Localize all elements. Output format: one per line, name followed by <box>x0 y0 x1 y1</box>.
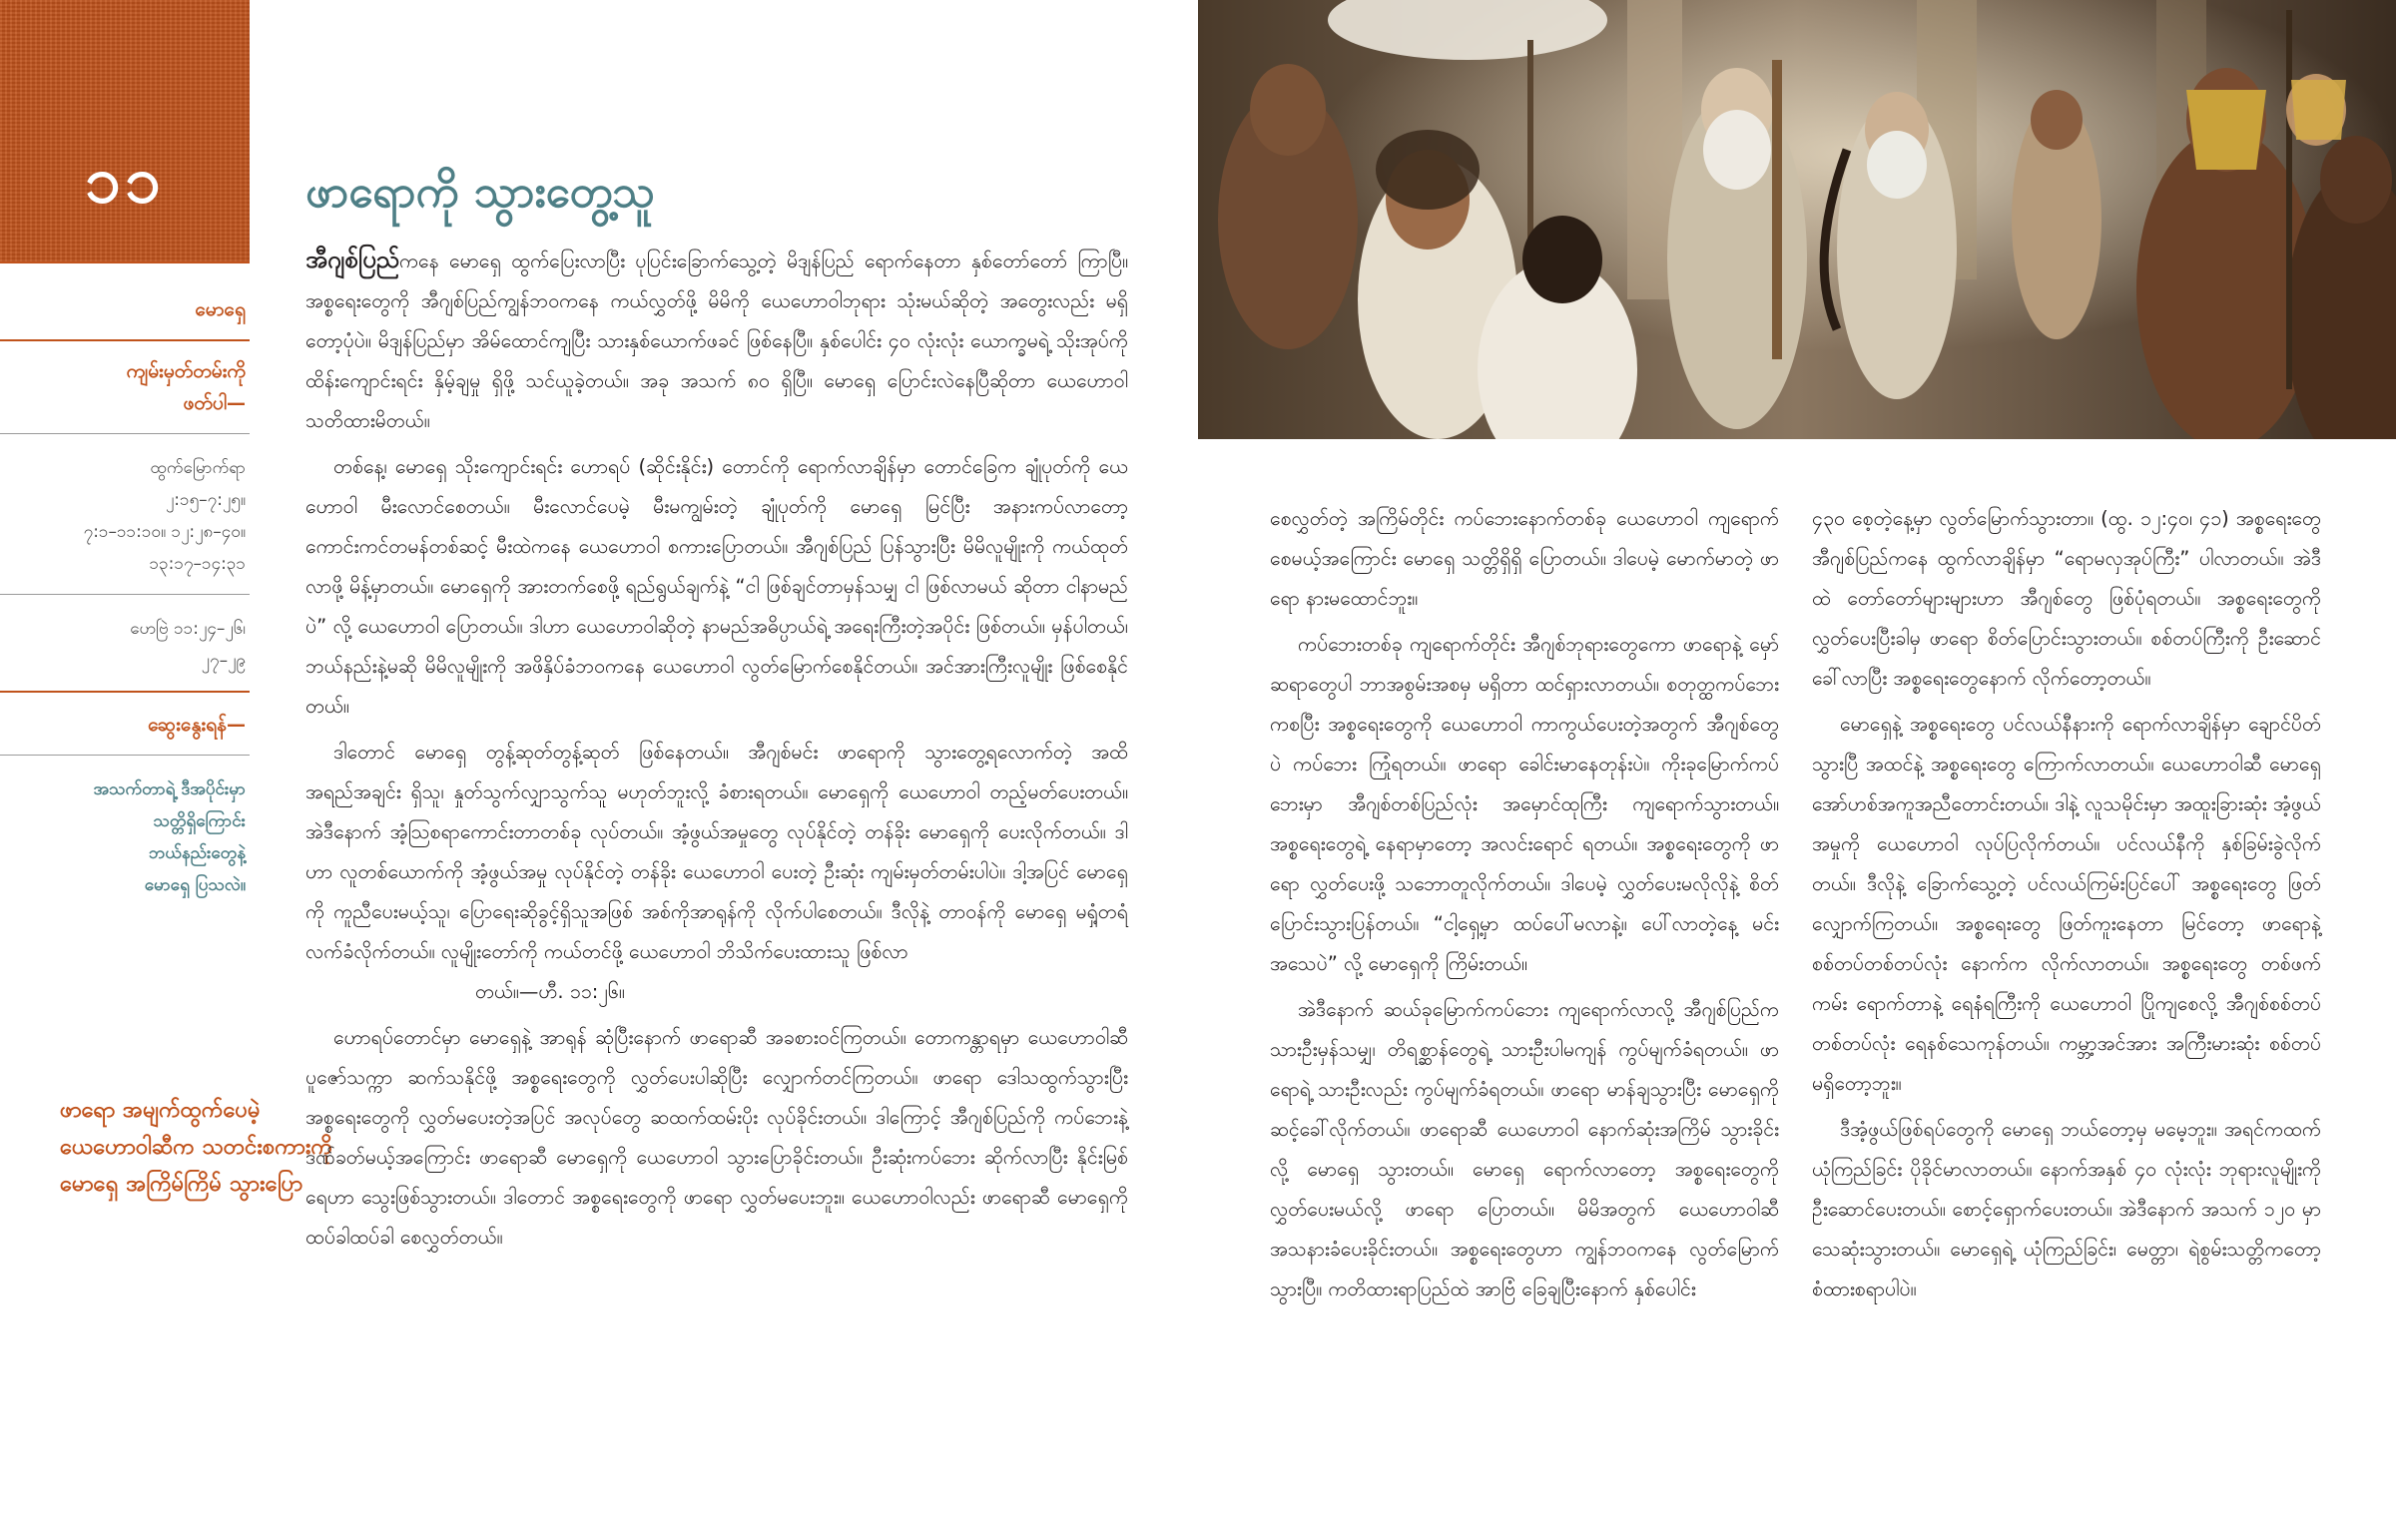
scripture-label <box>0 341 250 433</box>
body-paragraph <box>305 240 1128 441</box>
body-paragraph: ဟောရပ်တောင်မှာ မောရှေနဲ့ အာရုန် ဆုံပြီးနောက် ဖာရောဆီ အခစားဝင်ကြတယ်။ တောကန္တာရမှာ ယေဟောဝါဆီ ပူဇော်သက္ကာ ဆက်သနိုင်ဖို့ အစ္စရေးတွေကို လွှတ်ပေးပါဆိုပြီး လျှောက်တင်ကြတယ်။ ဖာရော ဒေါသထွက်သွားပြီး အစ္စရေးတွေကို လွှတ်မပေးတဲ့အပြင် အလုပ်တွေ ဆထက်ထမ်းပိုး လုပ်ခိုင်းတယ်။ ဒါကြောင့် အီဂျစ်ပြည်ကို ကပ်ဘေးနဲ့ ဒဏ်ခတ်မယ့်အကြောင်း ဖာရောဆီ မောရှေကို ယေဟောဝါ သွားပြောခိုင်းတယ်။ ဦးဆုံးကပ်ဘေး ဆိုက်လာပြီး နိုင်းမြစ်ရေဟာ သွေးဖြစ်သွားတယ်။ ဒါတောင် အစ္စရေးတွေကို ဖာရော လွှတ်မပေးဘူး။ ယေဟောဝါလည်း ဖာရောဆီ မောရှေကို ထပ်ခါထပ်ခါ စေလွှတ်တယ်။ <box>305 1026 1128 1249</box>
illustration-art <box>1198 0 2396 439</box>
ref-line: ၇:၁–၁၁:၁၀။ ၁၂:၂၈–၄၀။ <box>83 522 246 542</box>
pull-quote-line: မောရှေ အကြိမ်ကြိမ် သွားပြော <box>60 1172 303 1197</box>
ref-line: ဟေဗြဲ ၁၁:၂၄–၂၆၊ <box>130 619 246 639</box>
body-paragraph: အဲဒီနောက် ဆယ်ခုမြောက်ကပ်ဘေး ကျရောက်လာလို့ အီဂျစ်ပြည်က သားဦးမှန်သမျှ၊ တိရစ္ဆာန်တွေရဲ့ သားဦးပါမကျန် ကွပ်မျက်ခံရတယ်။ ဖာရောရဲ့ သားဦးလည်း ကွပ်မျက်ခံရတယ်။ ဖာရော မာန်ချသွားပြီး မောရှေကို ဆင့်ခေါ်လိုက်တယ်။ ဖာရောဆီ ယေဟောဝါ နောက်ဆုံးအကြိမ် သွားခိုင်းလို့ မောရှေ သွားတယ်။ မောရှေ ရောက်လာတော့ အစ္စရေးတွေကို လွှတ်ပေးမယ်လို့ ဖာရော ပြောတယ်။ မိမိအတွက် ယေဟောဝါဆီ အသနားခံပေးခိုင်းတယ်။ အစ္စရေးတွေဟာ ကျွန်ဘဝကနေ လွတ်မြောက်သွားပြီ။ ကတိထားရာပြည်ထဲ အာဗြံ ခြေချပြီးနောက် နှစ်ပေါင်း <box>1270 998 1779 1300</box>
scripture-label-line: ဖတ်ပါ— <box>183 392 246 414</box>
sidebar-name-label: မောရှေ <box>195 298 246 320</box>
illustration-moses-before-pharaoh <box>1198 0 2396 439</box>
pull-quote-line: ဖာရော အမျက်ထွက်ပေမဲ့ <box>60 1098 261 1123</box>
body-paragraph: ဒီအံ့ဖွယ်ဖြစ်ရပ်တွေကို မောရှေ ဘယ်တော့မှ မမေ့ဘူး။ အရင်ကထက် ယုံကြည်ခြင်း ပိုခိုင်မာလာတယ်။ နောက်အနှစ် ၄၀ လုံးလုံး ဘုရားလူမျိုးကို ဦးဆောင်ပေးတယ်။ စောင့်ရှောက်ပေးတယ်။ အဲဒီနောက် အသက် ၁၂၀ မှာ သေဆုံးသွားတယ်။ မောရှေရဲ့ ယုံကြည်ခြင်း၊ မေတ္တာ၊ ရဲစွမ်းသတ္တိကတော့ စံထားစရာပါပဲ။ <box>1812 1118 2321 1300</box>
sidebar <box>0 261 250 915</box>
body-paragraph: မောရှေနဲ့ အစ္စရေးတွေ ပင်လယ်နီနားကို ရောက်လာချိန်မှာ ချောင်ပိတ်သွားပြီ အထင်နဲ့ အစ္စရေးတွေ ကြောက်လာတယ်။ ယေဟောဝါဆီ မောရှေ အော်ဟစ်အကူအညီတောင်းတယ်။ ဒါနဲ့ လူသမိုင်းမှာ အထူးခြားဆုံး အံ့ဖွယ်အမှုကို ယေဟောဝါ လုပ်ပြလိုက်တယ်။ ပင်လယ်နီကို နှစ်ခြမ်းခွဲလိုက်တယ်။ ဒီလိုနဲ့ ခြောက်သွေ့တဲ့ ပင်လယ်ကြမ်းပြင်ပေါ် အစ္စရေးတွေ ဖြတ်လျှောက်ကြတယ်။ အစ္စရေးတွေ ဖြတ်ကူးနေတာ မြင်တော့ ဖာရောနဲ့ စစ်တပ်တစ်တပ်လုံး နောက်က လိုက်လာတယ်။ အစ္စရေးတွေ တစ်ဖက်ကမ်း ရောက်တာနဲ့ ရေနံရကြီးကို ယေဟောဝါ ပြိုကျစေလို့ အီဂျစ်စစ်တပ်တစ်တပ်လုံး ရေနစ်သေကုန်တယ်။ ကမ္ဘာ့အင်အား အကြီးမားဆုံး စစ်တပ် မရှိတော့ဘူး။ <box>1812 713 2321 1095</box>
body-column-3 <box>1812 499 2321 1315</box>
discuss-line: သတ္တိရှိကြောင်း <box>153 811 246 831</box>
chapter-number: ၁၁ <box>85 144 165 218</box>
paragraph-text: ကနေ မောရှေ ထွက်ပြေးလာပြီး ပုပြင်းခြောက်သွေ့တဲ့ မိဒျန်ပြည် ရောက်နေတာ နှစ်တော်တော် ကြာပြီ။ အစ္စရေးတွေကို အီဂျစ်ပြည်ကျွန်ဘဝကနေ ကယ်လွှတ်ဖို့ မိမိကို ယေဟောဝါဘုရား သုံးမယ်ဆိုတဲ့ အတွေးလည်း မရှိတော့ပုံပဲ။ မိဒျန်ပြည်မှာ အိမ်ထောင်ကျပြီး သားနှစ်ယောက်ဖခင် ဖြစ်နေပြီ။ နှစ်ပေါင်း ၄၀ လုံးလုံး ယောက္ခမရဲ့ သိုးအုပ်ကို ထိန်းကျောင်းရင်း နှိမ့်ချမှု ရှိဖို့ သင်ယူခဲ့တယ်။ အခု အသက် ၈၀ ရှိပြီ။ မောရှေ ပြောင်းလဲနေပြီဆိုတာ ယေဟောဝါ သတိထားမိတယ်။ <box>305 250 1128 432</box>
body-paragraph: ၄၃၀ စေ့တဲ့နေ့မှာ လွတ်မြောက်သွားတာ။ (ထွ. ၁၂:၄၀၊ ၄၁) အစ္စရေးတွေ အီဂျစ်ပြည်ကနေ ထွက်လာချိန်မှာ “ရောမလှအုပ်ကြီး” ပါလာတယ်။ အဲဒီထဲ တော်တော်များများဟာ အီဂျစ်တွေ ဖြစ်ပုံရတယ်။ အစ္စရေးတွေကို လွှတ်ပေးပြီးခါမှ ဖာရော စိတ်ပြောင်းသွားတယ်။ စစ်တပ်ကြီးကို ဦးဆောင်ခေါ်လာပြီး အစ္စရေးတွေနောက် လိုက်တော့တယ်။ <box>1812 507 2321 690</box>
lead-word: အီဂျစ်ပြည် <box>305 246 399 273</box>
body-paragraph: ကပ်ဘေးတစ်ခု ကျရောက်တိုင်း အီဂျစ်ဘုရားတွေကော ဖာရောနဲ့ မှော်ဆရာတွေပါ ဘာအစွမ်းအစမှ မရှိတာ ထင်ရှားလာတယ်။ စတုတ္ထကပ်ဘေးကစပြီး အစ္စရေးတွေကို ယေဟောဝါ ကာကွယ်ပေးတဲ့အတွက် အီဂျစ်တွေပဲ ကပ်ဘေး ကြုံရတယ်။ ဖာရော ခေါင်းမာနေတုန်းပဲ။ ကိုးခုမြောက်ကပ်ဘေးမှာ အီဂျစ်တစ်ပြည်လုံး အမှောင်ထုကြီး ကျရောက်သွားတယ်။ အစ္စရေးတွေရဲ့ နေရာမှာတော့ အလင်းရောင် ရတယ်။ အစ္စရေးတွေကို ဖာရော လွှတ်ပေးဖို့ သဘောတူလိုက်တယ်။ ဒါပေမဲ့ လွှတ်ပေးမလိုလိုနဲ့ စိတ်ပြောင်းသွားပြန်တယ်။ “ငါ့ရှေ့မှာ ထပ်ပေါ်မလာနဲ့။ ပေါ်လာတဲ့နေ့ မင်းအသေပဲ” လို့ မောရှေကို ကြိမ်းတယ်။ <box>1270 633 1779 975</box>
discuss-label: ဆွေးနွေးရန်— <box>148 714 246 736</box>
body-paragraph: တစ်နေ့၊ မောရှေ သိုးကျောင်းရင်း ဟောရပ် (ဆိုင်းနိုင်း) တောင်ကို ရောက်လာချိန်မှာ တောင်ခြေက ချုံပုတ်ကို ယေဟောဝါ မီးလောင်စေတယ်။ မီးလောင်ပေမဲ့ မီးမကျွမ်းတဲ့ ချုံပုတ်ကို မောရှေ မြင်ပြီး အနားကပ်လာတော့ ကောင်းကင်တမန်တစ်ဆင့် မီးထဲကနေ ယေဟောဝါ စကားပြောတယ်။ အီဂျစ်ပြည် ပြန်သွားပြီး မိမိလူမျိုးကို ကယ်ထုတ်လာဖို့ မိန့်မှာတယ်။ မောရှေကို အားတက်စေဖို့ ရည်ရွယ်ချက်နဲ့ “ငါ ဖြစ်ချင်တာမှန်သမျှ ငါ ဖြစ်လာမယ် ဆိုတာ ငါနာမည်ပဲ” လို့ ယေဟောဝါ ပြောတယ်။ ဒါဟာ ယေဟောဝါဆိုတဲ့ နာမည်အဓိပ္ပာယ်ရဲ့ အရေးကြီးတဲ့အပိုင်း ဖြစ်တယ်။ မှန်ပါတယ်၊ ဘယ်နည်းနဲ့မဆို မိမိလူမျိုးကို အဖိနှိပ်ခံဘဝကနေ ယေဟောဝါ လွတ်မြောက်စေနိုင်တယ်။ အင်အားကြီးလူမျိုး ဖြစ်စေနိုင်တယ်။ <box>305 455 1128 718</box>
exodus-refs <box>0 434 250 594</box>
scripture-label-line: ကျမ်းမှတ်တမ်းကို <box>126 360 246 382</box>
chapter-title: ဖာရောကို သွားတွေ့သူ <box>305 167 655 218</box>
discuss-question <box>0 756 250 915</box>
ref-line: ထွက်မြောက်ရာ <box>150 458 246 478</box>
discuss-line: အသက်တာရဲ့ ဒီအပိုင်းမှာ <box>93 779 246 799</box>
ref-line: ၁၃:၁၇–၁၄:၃၁ <box>149 554 246 574</box>
verse-reference: တယ်။—ဟီ. ၁၁:၂၆။ <box>475 980 625 1003</box>
body-paragraph: ဒါတောင် မောရှေ တွန့်ဆုတ်တွန့်ဆုတ် ဖြစ်နေတယ်။ အီဂျစ်မင်း ဖာရောကို သွားတွေ့ရလောက်တဲ့ အထိ အရည်အချင်း ရှိသူ၊ နှုတ်သွက်လျှာသွက်သူ မဟုတ်ဘူးလို့ ခံစားရတယ်။ မောရှေကို ယေဟောဝါ တည့်မတ်ပေးတယ်။ အဲဒီနောက် အံ့သြစရာကောင်းတာတစ်ခု လုပ်တယ်။ အံ့ဖွယ်အမှုတွေ လုပ်နိုင်တဲ့ တန်ခိုး မောရှေကို ပေးလိုက်တယ်။ ဒါဟာ လူတစ်ယောက်ကို အံ့ဖွယ်အမှု လုပ်နိုင်တဲ့ တန်ခိုး ယေဟောဝါ ပေးတဲ့ ဦးဆုံး ကျမ်းမှတ်တမ်းပါပဲ။ ဒါ့အပြင် မောရှေကို ကူညီပေးမယ့်သူ၊ ပြောရေးဆိုခွင့်ရှိသူအဖြစ် အစ်ကိုအာရုန်ကို လိုက်ပါစေတယ်။ ဒီလိုနဲ့ တာဝန်ကို မောရှေ မရှံ့တရံ လက်ခံလိုက်တယ်။ လူမျိုးတော်ကို ကယ်တင်ဖို့ ယေဟောဝါ ဘိသိက်ပေးထားသူ ဖြစ်လာ <box>305 741 1128 963</box>
body-paragraph: စေလွှတ်တဲ့ အကြိမ်တိုင်း ကပ်ဘေးနောက်တစ်ခု ယေဟောဝါ ကျရောက်စေမယ့်အကြောင်း မောရှေ သတ္တိရှိရှိ ပြောတယ်။ ဒါပေမဲ့ မောက်မာတဲ့ ဖာရော နားမထောင်ဘူး။ <box>1270 507 1779 610</box>
discuss-line: ဘယ်နည်းတွေနဲ့ <box>148 843 246 863</box>
discuss-line: မောရှေ ပြသလဲ။ <box>144 875 246 895</box>
hebrews-refs <box>0 595 250 691</box>
ref-line: ၂:၁၅–၇:၂၅။ <box>165 490 246 510</box>
pull-quote-line: ယေဟောဝါဆီက သတင်းစကားကို <box>60 1135 332 1160</box>
ref-line: ၂၇–၂၉ <box>201 651 246 671</box>
chapter-tab <box>0 0 250 261</box>
body-column-2 <box>1270 499 1779 1315</box>
body-column-1 <box>305 240 1128 1264</box>
